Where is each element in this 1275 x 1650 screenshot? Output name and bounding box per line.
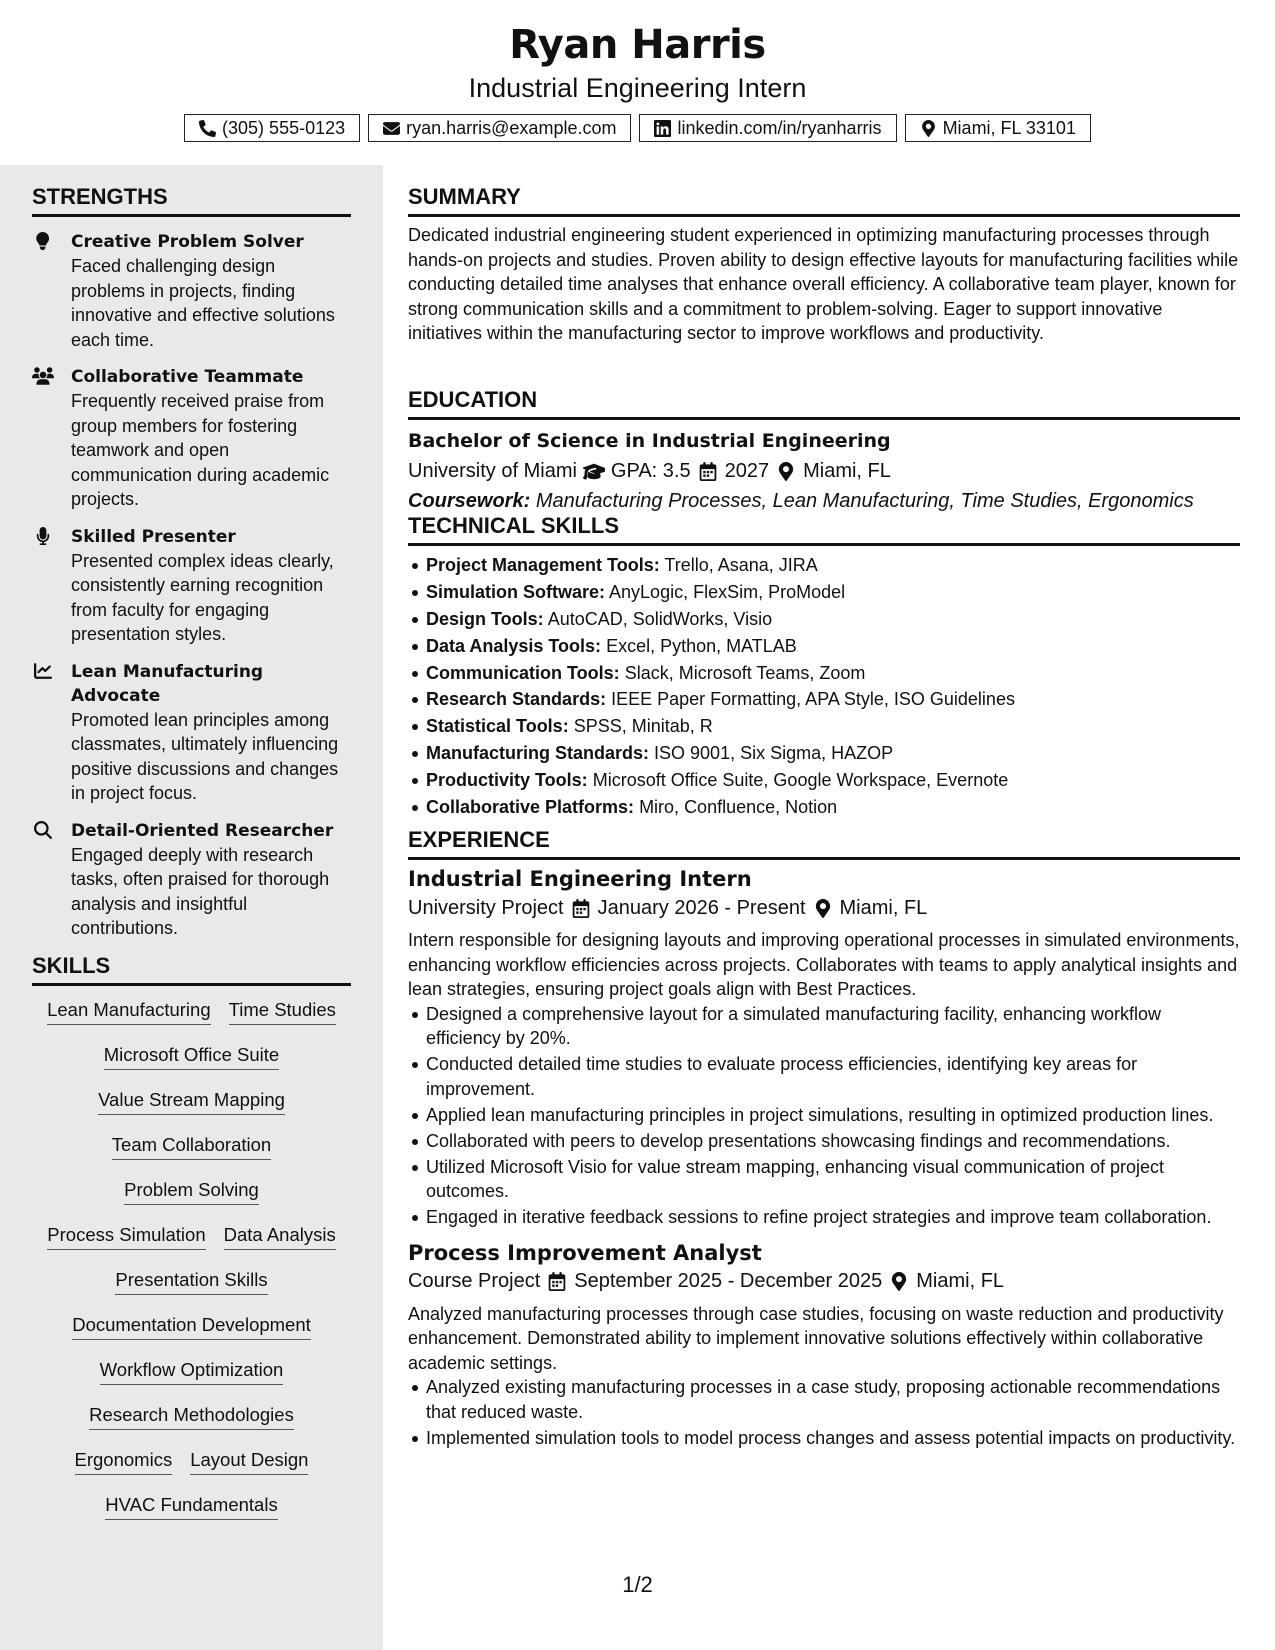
map-pin-icon	[920, 120, 937, 137]
skill-tag: Microsoft Office Suite	[104, 1041, 279, 1070]
skill-values: Microsoft Office Suite, Google Workspace, Evernote	[592, 770, 1009, 791]
search-icon	[32, 821, 54, 841]
strength-title: Detail-Oriented Researcher	[71, 820, 334, 841]
list-item	[408, 687, 1240, 712]
calendar-icon	[691, 462, 725, 481]
list-item	[408, 634, 1240, 659]
experience-section	[408, 827, 1240, 1452]
skill-list	[32, 996, 351, 1536]
skill-tag: Team Collaboration	[112, 1131, 271, 1160]
contact-linkedin[interactable]	[639, 114, 896, 142]
list-item: Collaborated with peers to develop presentations showcasing findings and recommendations.	[408, 1129, 1240, 1154]
list-item: Engaged in iterative feedback sessions to refine project strategies and improve team collaboration.	[408, 1205, 1240, 1230]
education-heading: EDUCATION	[408, 387, 1240, 420]
skill-tag: Ergonomics	[75, 1446, 173, 1475]
school-name: University of Miami	[408, 459, 577, 482]
skill-tag: Layout Design	[190, 1446, 308, 1475]
strength-title: Creative Problem Solver	[71, 232, 304, 252]
contact-phone-text: (305) 555-0123	[222, 117, 346, 138]
skill-category: Project Management Tools:	[426, 555, 660, 575]
job-dates: September 2025 - December 2025	[574, 1270, 883, 1292]
page-number: 1/2	[622, 1572, 653, 1597]
skill-values: Trello, Asana, JIRA	[664, 555, 818, 575]
strength-item	[32, 819, 351, 941]
users-icon	[32, 367, 54, 387]
job-bullets	[408, 1002, 1240, 1230]
strength-item	[32, 660, 351, 806]
summary-text: Dedicated industrial engineering student experienced in optimizing manufacturing processes through hands-on projects and studies. Proven ability to design effective layouts for manufacturing facilities while conducting detailed time analyses that enhance overall efficiency. A collaborative team player, known for strong communication skills and a commitment to problem-solving. Eager to support innovative initiatives within the manufacturing sector to improve workflows and productivity.	[408, 225, 1239, 343]
skill-values: AutoCAD, SolidWorks, Visio	[547, 608, 773, 629]
experience-entry	[408, 1241, 1240, 1451]
strengths-section	[32, 184, 351, 941]
skill-category: Design Tools:	[426, 608, 544, 629]
skill-values: Miro, Confluence, Notion	[639, 797, 838, 818]
skill-values: IEEE Paper Formatting, APA Style, ISO Guidelines	[611, 689, 1015, 710]
contact-phone[interactable]	[184, 114, 360, 142]
job-title: Process Improvement Analyst	[408, 1240, 762, 1265]
education-location: Miami, FL	[803, 459, 891, 482]
candidate-name: Ryan Harris	[509, 22, 766, 68]
job-dates: January 2026 - Present	[597, 896, 806, 919]
contact-bar	[0, 114, 1275, 142]
strength-desc: Frequently received praise from group members for fostering teamwork and open communication during academic projects.	[71, 391, 330, 509]
skill-category: Statistical Tools:	[426, 716, 569, 737]
calendar-icon	[540, 1272, 574, 1291]
resume-header	[0, 0, 1275, 165]
summary-section	[408, 184, 1240, 346]
list-item	[408, 741, 1240, 766]
list-item: Applied lean manufacturing principles in project simulations, resulting in optimized production lines.	[408, 1103, 1240, 1128]
graduation-year: 2027	[724, 459, 770, 482]
coursework-list: Manufacturing Processes, Lean Manufacturing, Time Studies, Ergonomics	[535, 490, 1194, 512]
job-location: Miami, FL	[839, 896, 928, 919]
graduation-cap-icon	[577, 462, 611, 481]
skill-tag: Workflow Optimization	[100, 1356, 284, 1385]
job-bullets	[408, 1375, 1240, 1450]
coursework	[408, 490, 1240, 513]
skill-tag: Data Analysis	[224, 1221, 336, 1250]
skill-tag: Time Studies	[229, 996, 336, 1025]
list-item: Utilized Microsoft Visio for value stream mapping, enhancing visual communication of project outcomes.	[408, 1155, 1240, 1204]
skill-category: Communication Tools:	[426, 662, 620, 683]
skill-tag: Documentation Development	[72, 1311, 311, 1340]
skill-category: Data Analysis Tools:	[426, 635, 602, 656]
phone-icon	[199, 120, 216, 137]
skill-tag: Research Methodologies	[89, 1401, 294, 1430]
technical-skills-section	[408, 513, 1240, 822]
sidebar	[0, 165, 383, 1650]
candidate-title: Industrial Engineering Intern	[468, 73, 807, 103]
strength-desc: Faced challenging design problems in projects, finding innovative and effective solutions each time.	[71, 256, 335, 350]
job-summary: Analyzed manufacturing processes through case studies, focusing on waste reduction and productivity enhancement. Demonstrated ability to implement innovative solutions effectively within collaborative academic settings.	[408, 1303, 1224, 1373]
calendar-icon	[564, 899, 598, 918]
list-item	[408, 553, 1240, 578]
technical-skills-heading: TECHNICAL SKILLS	[408, 513, 1240, 546]
education-section	[408, 387, 1240, 513]
list-item	[408, 607, 1240, 632]
list-item: Implemented simulation tools to model process changes and assess potential impacts on productivity.	[408, 1426, 1240, 1451]
skill-category: Simulation Software:	[426, 581, 606, 602]
summary-heading: SUMMARY	[408, 184, 1240, 217]
list-item	[408, 795, 1240, 820]
contact-email-text: ryan.harris@example.com	[406, 117, 617, 138]
envelope-icon	[383, 120, 400, 137]
skill-values: ISO 9001, Six Sigma, HAZOP	[654, 743, 894, 764]
technical-skills-list	[408, 553, 1240, 820]
strength-desc: Engaged deeply with research tasks, often praised for thorough analysis and insightful contributions.	[71, 844, 330, 938]
skill-category: Research Standards:	[426, 689, 607, 710]
map-pin-icon	[882, 1272, 916, 1291]
job-title: Industrial Engineering Intern	[408, 867, 752, 891]
list-item: Conducted detailed time studies to evaluate process efficiencies, identifying key areas for improvement.	[408, 1052, 1240, 1101]
map-pin-icon	[806, 899, 840, 918]
job-location: Miami, FL	[916, 1270, 1005, 1292]
strength-item	[32, 525, 351, 647]
list-item: Analyzed existing manufacturing processes in a case study, proposing actionable recommendations that reduced waste.	[408, 1375, 1240, 1424]
job-meta	[408, 895, 1240, 921]
job-meta	[408, 1269, 1240, 1295]
strength-title: Collaborative Teammate	[71, 367, 304, 387]
list-item	[408, 714, 1240, 739]
list-item	[408, 661, 1240, 686]
strength-item	[32, 230, 351, 352]
job-organization: University Project	[408, 896, 564, 919]
skill-values: SPSS, Minitab, R	[573, 716, 713, 737]
lightbulb-icon	[32, 232, 54, 252]
skill-tag: Lean Manufacturing	[47, 996, 211, 1025]
list-item	[408, 580, 1240, 605]
skill-values: Excel, Python, MATLAB	[606, 635, 797, 656]
strength-title: Lean Manufacturing Advocate	[71, 661, 264, 706]
degree-title: Bachelor of Science in Industrial Engineering	[408, 430, 891, 452]
strength-title: Skilled Presenter	[71, 526, 236, 547]
skill-tag: Problem Solving	[124, 1176, 259, 1205]
skill-values: AnyLogic, FlexSim, ProModel	[609, 581, 846, 602]
job-organization: Course Project	[408, 1270, 541, 1292]
strengths-heading: STRENGTHS	[32, 184, 351, 217]
skill-tag: Presentation Skills	[115, 1266, 267, 1295]
education-meta	[408, 458, 1240, 484]
experience-entry	[408, 867, 1240, 1230]
skill-category: Collaborative Platforms:	[426, 797, 635, 818]
contact-linkedin-text: linkedin.com/in/ryanharris	[677, 117, 882, 138]
strength-desc: Promoted lean principles among classmates, ultimately influencing positive discussions and changes in project focus.	[71, 709, 339, 803]
gpa: GPA: 3.5	[610, 459, 691, 482]
skill-category: Productivity Tools:	[426, 770, 588, 791]
skills-section	[32, 953, 351, 1536]
coursework-label: Coursework:	[408, 490, 531, 512]
microphone-icon	[32, 527, 54, 547]
list-item	[408, 768, 1240, 793]
skill-tag: Value Stream Mapping	[98, 1086, 285, 1115]
list-item: Designed a comprehensive layout for a simulated manufacturing facility, enhancing workflow efficiency by 20%.	[408, 1002, 1240, 1051]
skill-tag: HVAC Fundamentals	[105, 1491, 277, 1520]
job-summary: Intern responsible for designing layouts and improving operational processes in simulated environments, enhancing workflow efficiencies across projects. Collaborates with teams to apply analytical insights and lean strategies, ensuring project goals align with Best Practices.	[408, 930, 1240, 999]
strength-desc: Presented complex ideas clearly, consistently earning recognition from faculty for engaging presentation styles.	[71, 550, 334, 644]
skills-heading: SKILLS	[32, 953, 351, 986]
map-pin-icon	[769, 462, 803, 481]
contact-email[interactable]	[368, 114, 631, 142]
skill-category: Manufacturing Standards:	[426, 743, 650, 764]
linkedin-icon	[654, 120, 671, 137]
experience-heading: EXPERIENCE	[408, 827, 1240, 860]
contact-location[interactable]	[905, 114, 1091, 142]
skill-values: Slack, Microsoft Teams, Zoom	[624, 662, 866, 683]
strength-item	[32, 365, 351, 512]
chart-line-icon	[32, 662, 54, 682]
contact-location-text: Miami, FL 33101	[942, 117, 1076, 138]
skill-tag: Process Simulation	[47, 1221, 205, 1250]
